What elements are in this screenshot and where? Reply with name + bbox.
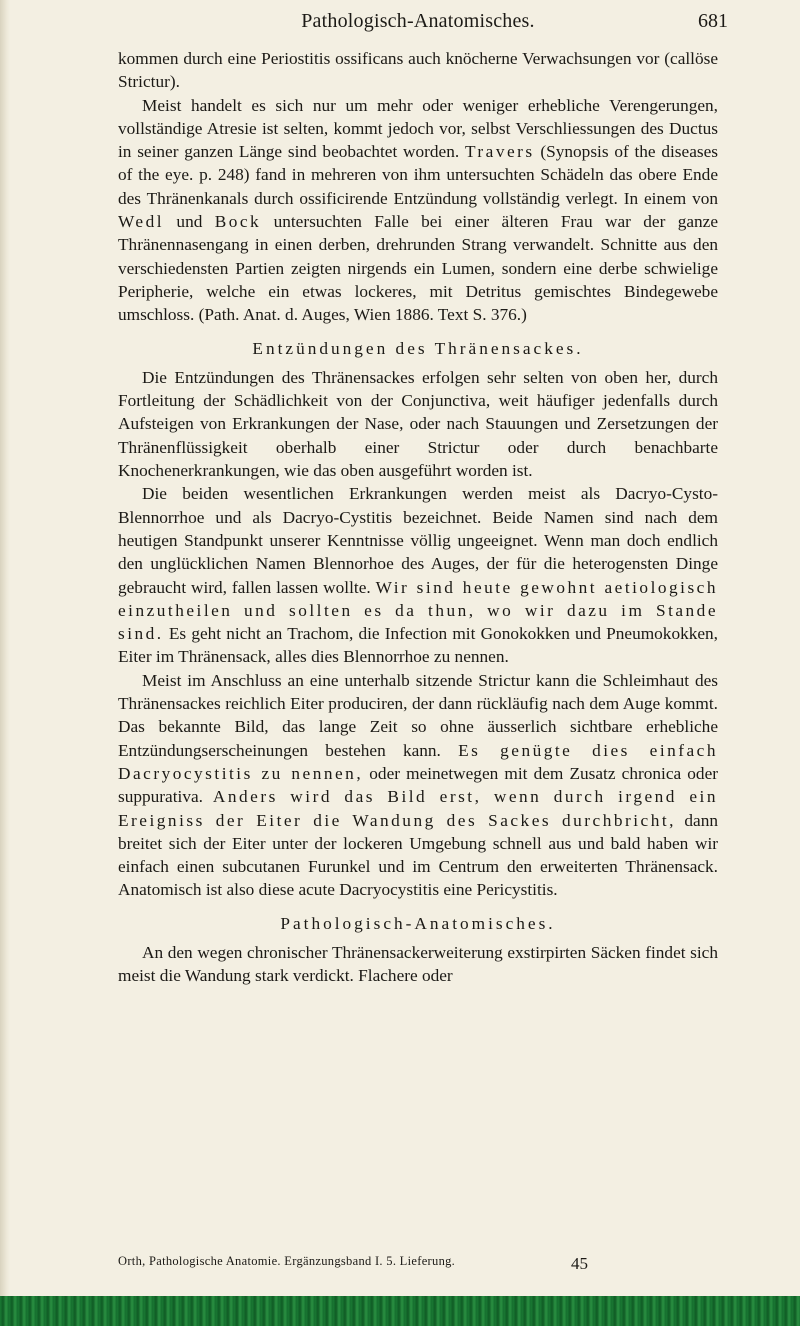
author-bock: Bock bbox=[214, 212, 262, 232]
paragraph-6 bbox=[118, 941, 718, 988]
paragraph-2-end: untersuchten Falle bei einer älteren Frau war der ganze Thränennasengang in einen derben, drehrunden Strang verwandelt. Schnitte aus den verschiedensten Partien zeigten nirgends ein Lumen, sondern eine derbe schwielige Peripherie, welche ein etwas lockeres, mit Detritus gemischtes Bindegewebe umschloss. (Path. Anat. d. Auges, Wien 1886. Text S. 376.) bbox=[118, 212, 718, 325]
paragraph-1 bbox=[118, 47, 718, 94]
section-heading-pathologisch-anatomisches: Pathologisch-Anatomisches. bbox=[280, 913, 556, 933]
conjunction-und: und bbox=[176, 212, 203, 232]
author-wedl: Wedl bbox=[118, 212, 165, 232]
paragraph-5-end: dann breitet sich der Eiter unter der lockeren Umgebung schnell aus und bald haben wir einfach einen subcutanen Furunkel und im Centrum den erweiterten Thränensack. Anatomisch ist also diese acute Dacryocystitis eine Pericystitis. bbox=[118, 810, 718, 900]
paragraph-1-text: kommen durch eine Periostitis ossificans auch knöcherne Verwachsungen vor (callöse Strictur). bbox=[118, 49, 718, 92]
paragraph-4 bbox=[118, 482, 718, 668]
paragraph-4-end: Es geht nicht an Trachom, die Infection mit Gonokokken und Pneumokokken, Eiter im Thränensack, alles dies Blennorrhoe zu nennen. bbox=[118, 624, 718, 667]
running-head bbox=[118, 10, 728, 50]
paragraph-5-emphasis-1: Es genügte dies einfach Dacryocystitis zu nennen, bbox=[118, 740, 718, 783]
paragraph-5 bbox=[118, 669, 718, 902]
paragraph-2 bbox=[118, 94, 718, 327]
body-text bbox=[118, 47, 718, 988]
paragraph-3-text: Die Entzündungen des Thränensackes erfolgen sehr selten von oben her, durch Fortleitung der Schädlichkeit von der Conjunctiva, weit häufiger jedenfalls durch Aufsteigen von Erkrankungen der Nase, oder nach Stauungen und Zersetzungen der Thränenflüssigkeit oberhalb einer Strictur oder durch benachbarte Knochenerkrankungen, wie das oben ausgeführt worden ist. bbox=[118, 367, 718, 481]
paragraph-4-start: Die beiden wesentlichen Erkrankungen werden meist als Dacryo-Cysto-Blennorrhoe und als Dacryo-Cystitis bezeichnet. Beide Namen sind nach dem heutigen Standpunkt unserer Kenntnisse völlig ungeeignet. Wenn man doch endlich den unglücklichen Namen Blennorhoe des Auges, der für die heterogensten Dinge gebraucht wird, fallen lassen wollte. bbox=[118, 484, 718, 597]
paragraph-6-text: An den wegen chronischer Thränensackerweiterung exstirpirten Säcken findet sich meist die Wandung stark verdickt. Flachere oder bbox=[118, 942, 718, 986]
author-travers: Travers bbox=[464, 142, 535, 162]
paragraph-3 bbox=[118, 366, 718, 482]
page-edge-shadow bbox=[0, 0, 10, 1326]
scan-bottom-band bbox=[0, 1296, 800, 1326]
running-title: Pathologisch-Anatomisches. bbox=[301, 10, 535, 32]
page-number: 681 bbox=[698, 10, 728, 32]
section-heading-entzuendungen: Entzündungen des Thränensackes. bbox=[252, 338, 584, 358]
page-footer bbox=[118, 1252, 718, 1276]
paragraph-2-mid: (Synopsis of the diseases of the eye. p. 248) fand in mehreren von ihm untersuchten Schädeln das obere Ende des Thränenkanals durch ossificirende Entzündung vollständig verlegt. In einem von bbox=[118, 142, 718, 208]
signature-mark: 45 bbox=[571, 1254, 588, 1273]
footer-note: Orth, Pathologische Anatomie. Ergänzungsband I. 5. Lieferung. bbox=[118, 1254, 456, 1268]
paragraph-2-start: Meist handelt es sich nur um mehr oder weniger erhebliche Verengerungen, vollständige Atresie ist selten, kommt jedoch vor, selbst Verschliessungen des Ductus in seiner ganzen Länge sind beobachtet worden. bbox=[118, 95, 718, 162]
paragraph-5-emphasis-2: Anders wird das Bild erst, wenn durch irgend ein Ereigniss der Eiter die Wandung des Sackes durchbricht, bbox=[118, 787, 718, 830]
paragraph-4-emphasis: Wir sind heute gewohnt aetiologisch einzutheilen und sollten es da thun, wo wir dazu im Stande sind. bbox=[118, 577, 718, 644]
paragraph-5-start: Meist im Anschluss an eine unterhalb sitzende Strictur kann die Schleimhaut des Thränensackes reichlich Eiter produciren, der dann rückläufig nach dem Auge kommt. Das bekannte Bild, das lange Zeit so ohne äusserlich sichtbare erhebliche Entzündungserscheinungen bestehen kann. bbox=[118, 670, 718, 760]
paragraph-5-mid: oder meinetwegen mit dem Zusatz chronica oder suppurativa. bbox=[118, 763, 718, 807]
